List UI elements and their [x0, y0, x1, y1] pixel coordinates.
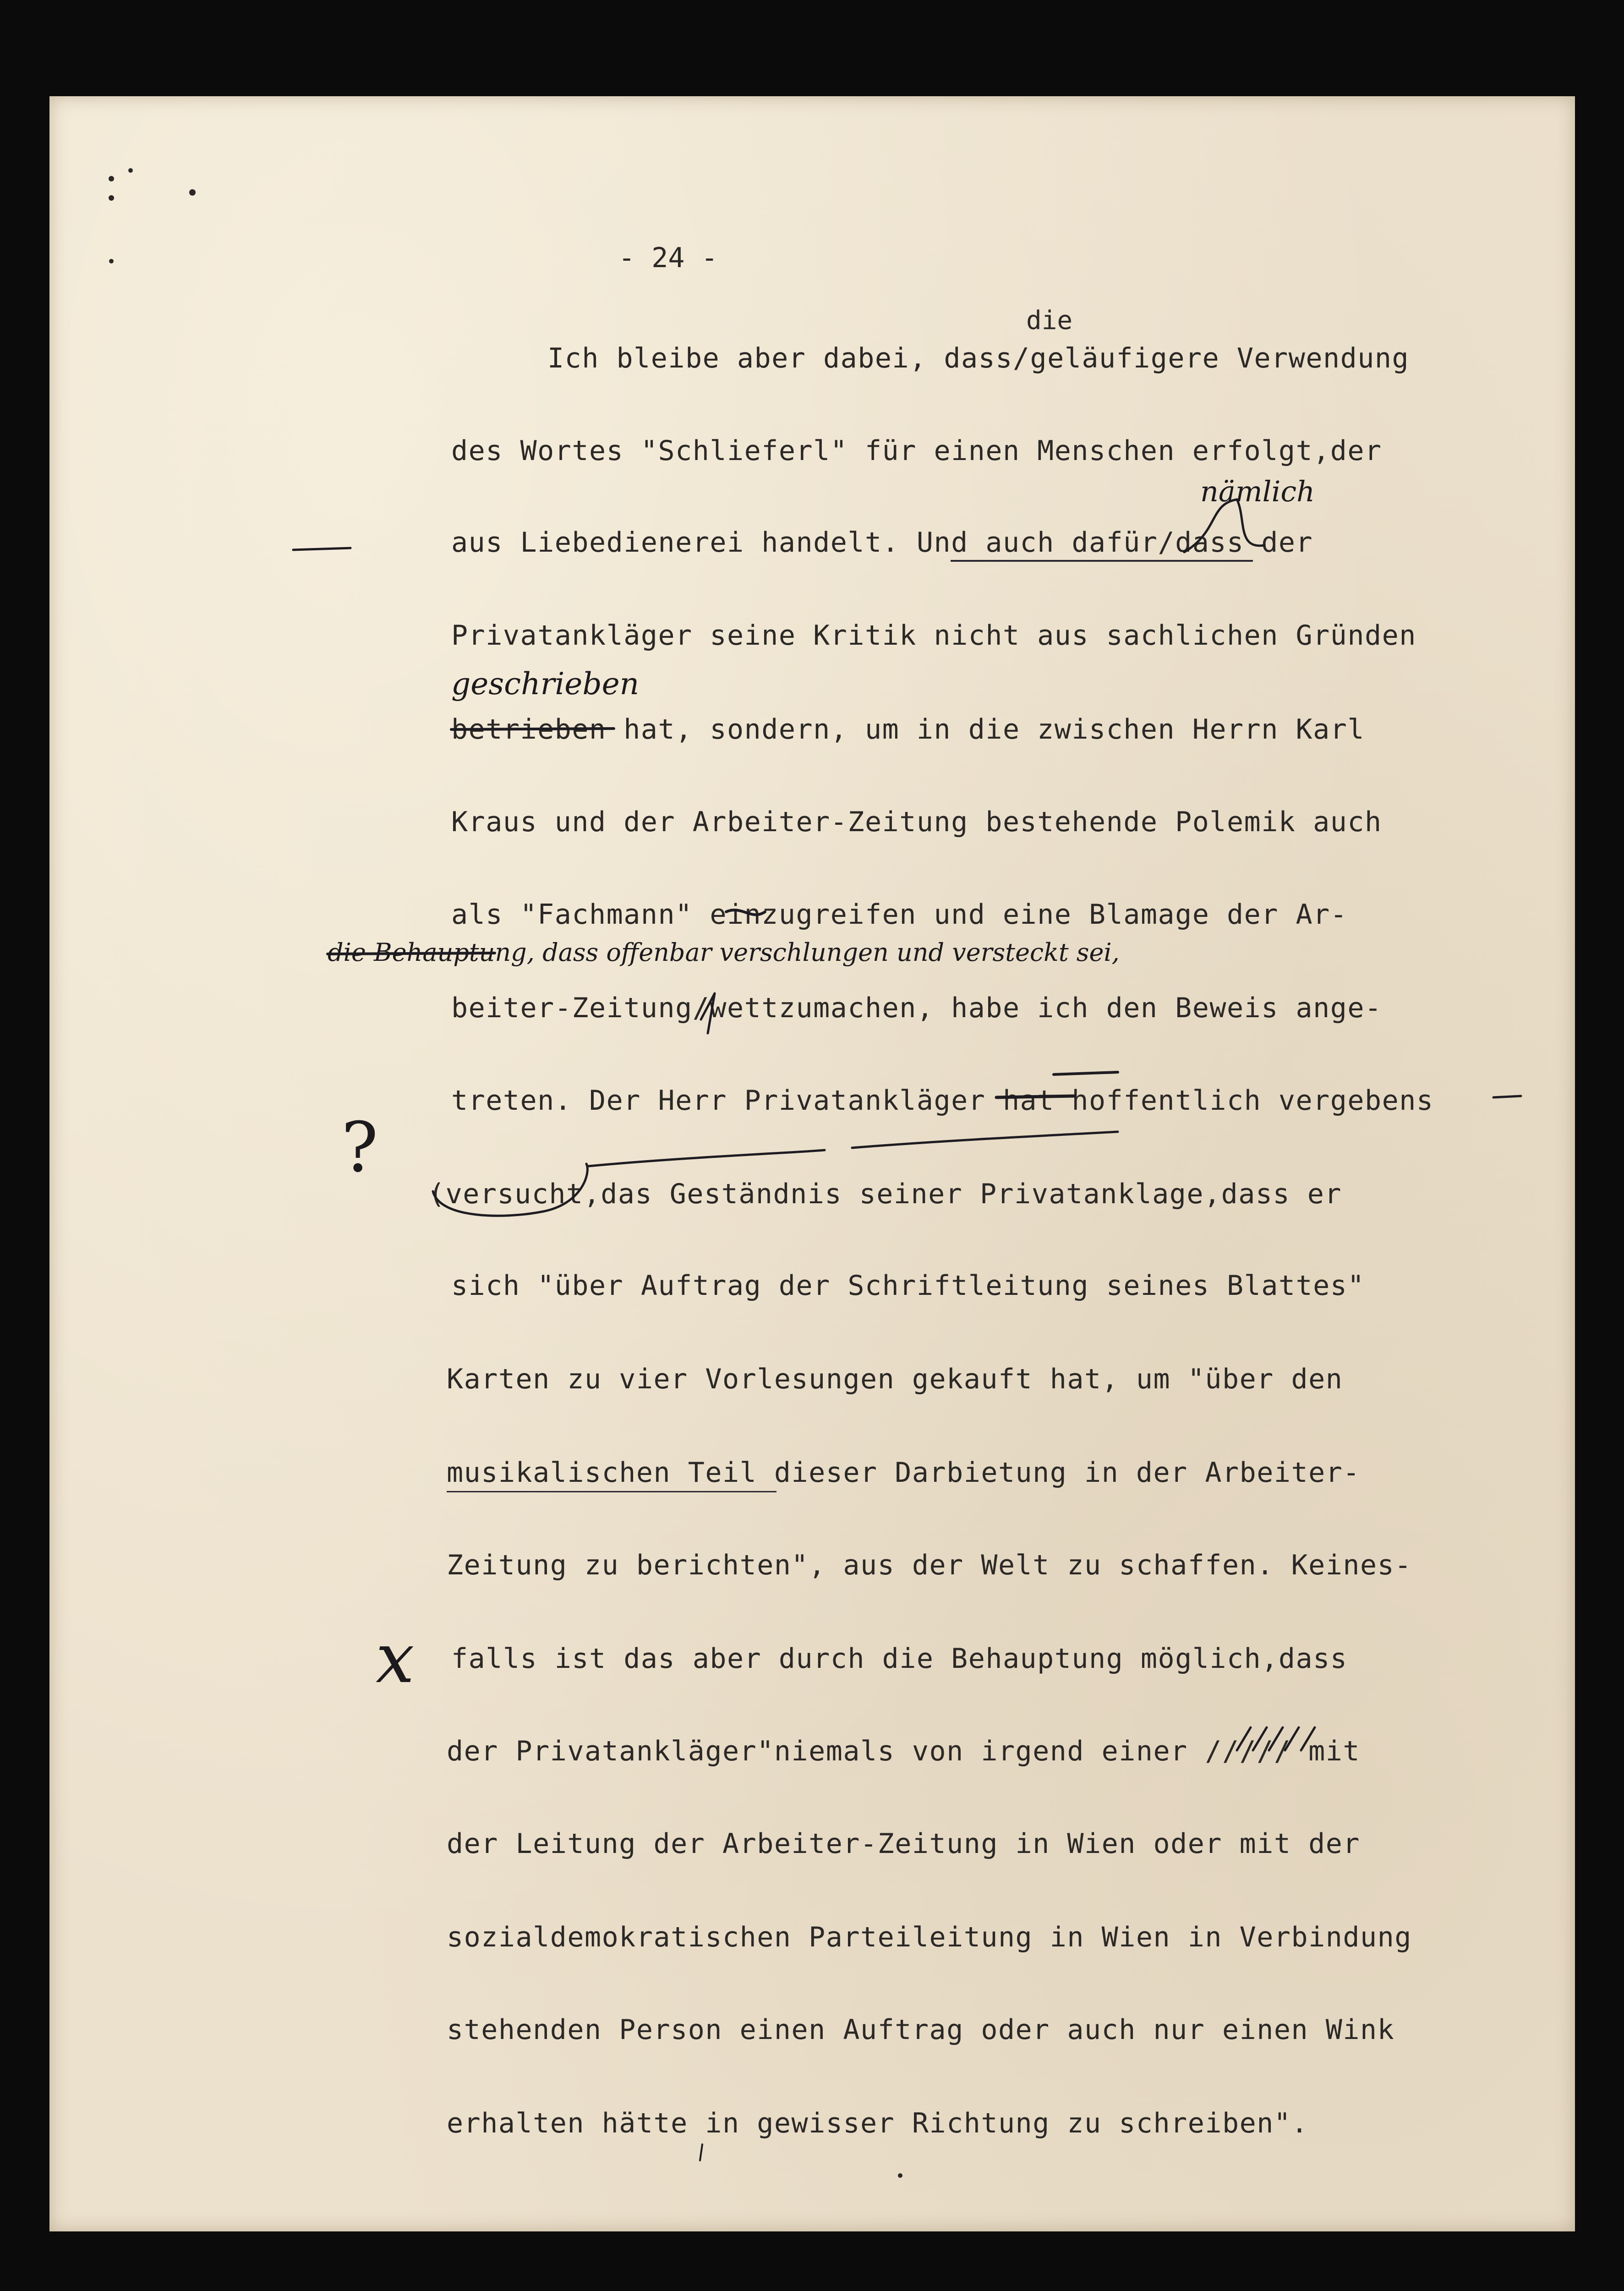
typed-line-16: der Privatankläger"niemals von irgend einer ///// mit: [447, 1735, 1361, 1767]
typed-line-19: stehenden Person einen Auftrag oder auch nur einen Wink: [447, 2014, 1395, 2046]
document-sheet: [49, 96, 1575, 2231]
handwritten-insert-die: die: [1026, 306, 1073, 335]
typed-line-14: Zeitung zu berichten", aus der Welt zu schaffen. Keines-: [447, 1549, 1412, 1581]
typed-line-18: sozialdemokratischen Parteileitung in Wien in Verbindung: [447, 1921, 1412, 1953]
typed-line-8: beiter-Zeitung/wettzumachen, habe ich den Beweis ange-: [451, 992, 1382, 1024]
typed-line-11: sich "über Auftrag der Schriftleitung seines Blattes": [451, 1270, 1365, 1302]
typed-line-12: Karten zu vier Vorlesungen gekauft hat, um "über den: [447, 1363, 1343, 1395]
typed-line-4: Privatankläger seine Kritik nicht aus sachlichen Gründen: [451, 619, 1416, 652]
typed-line-2: des Wortes "Schlieferl" für einen Menschen erfolgt,der: [451, 435, 1382, 467]
margin-cross-mark: x: [376, 1619, 415, 1699]
handwritten-insert-geschrieben: geschrieben: [451, 666, 640, 702]
typed-line-20: erhalten hätte in gewisser Richtung zu schreiben".: [447, 2107, 1309, 2139]
typed-line-15: falls ist das aber durch die Behauptung möglich,dass: [451, 1643, 1348, 1675]
typed-line-1: Ich bleibe aber dabei, dass/geläufigere Verwendung: [547, 342, 1410, 374]
typed-line-17: der Leitung der Arbeiter-Zeitung in Wien oder mit der: [447, 1828, 1361, 1860]
typed-line-3: aus Liebedienerei handelt. Und auch dafür/dass der: [451, 526, 1313, 559]
typed-line-5: betrieben hat, sondern, um in die zwischen Herrn Karl: [451, 713, 1365, 745]
handwritten-insert-line: die Behauptung, dass offenbar verschlungen und versteckt sei,: [328, 938, 1120, 967]
typed-line-6: Kraus und der Arbeiter-Zeitung bestehende Polemik auch: [451, 806, 1382, 838]
handwritten-insert-naemlich: nämlich: [1200, 475, 1315, 508]
page-number: - 24 -: [618, 242, 718, 274]
margin-question-mark: ?: [341, 1108, 378, 1188]
underline-und-auch-dafuer: [951, 560, 1253, 562]
typed-line-7: als "Fachmann" einzugreifen und eine Blamage der Ar-: [451, 899, 1348, 931]
typed-line-10: (versucht,das Geständnis seiner Privatanklage,dass er: [428, 1178, 1342, 1210]
typed-line-13: musikalischen Teil dieser Darbietung in der Arbeiter-: [447, 1457, 1361, 1489]
typed-line-9: treten. Der Herr Privatankläger hat hoffentlich vergebens: [451, 1085, 1434, 1117]
underline-musikalischen-teil: [447, 1491, 776, 1492]
